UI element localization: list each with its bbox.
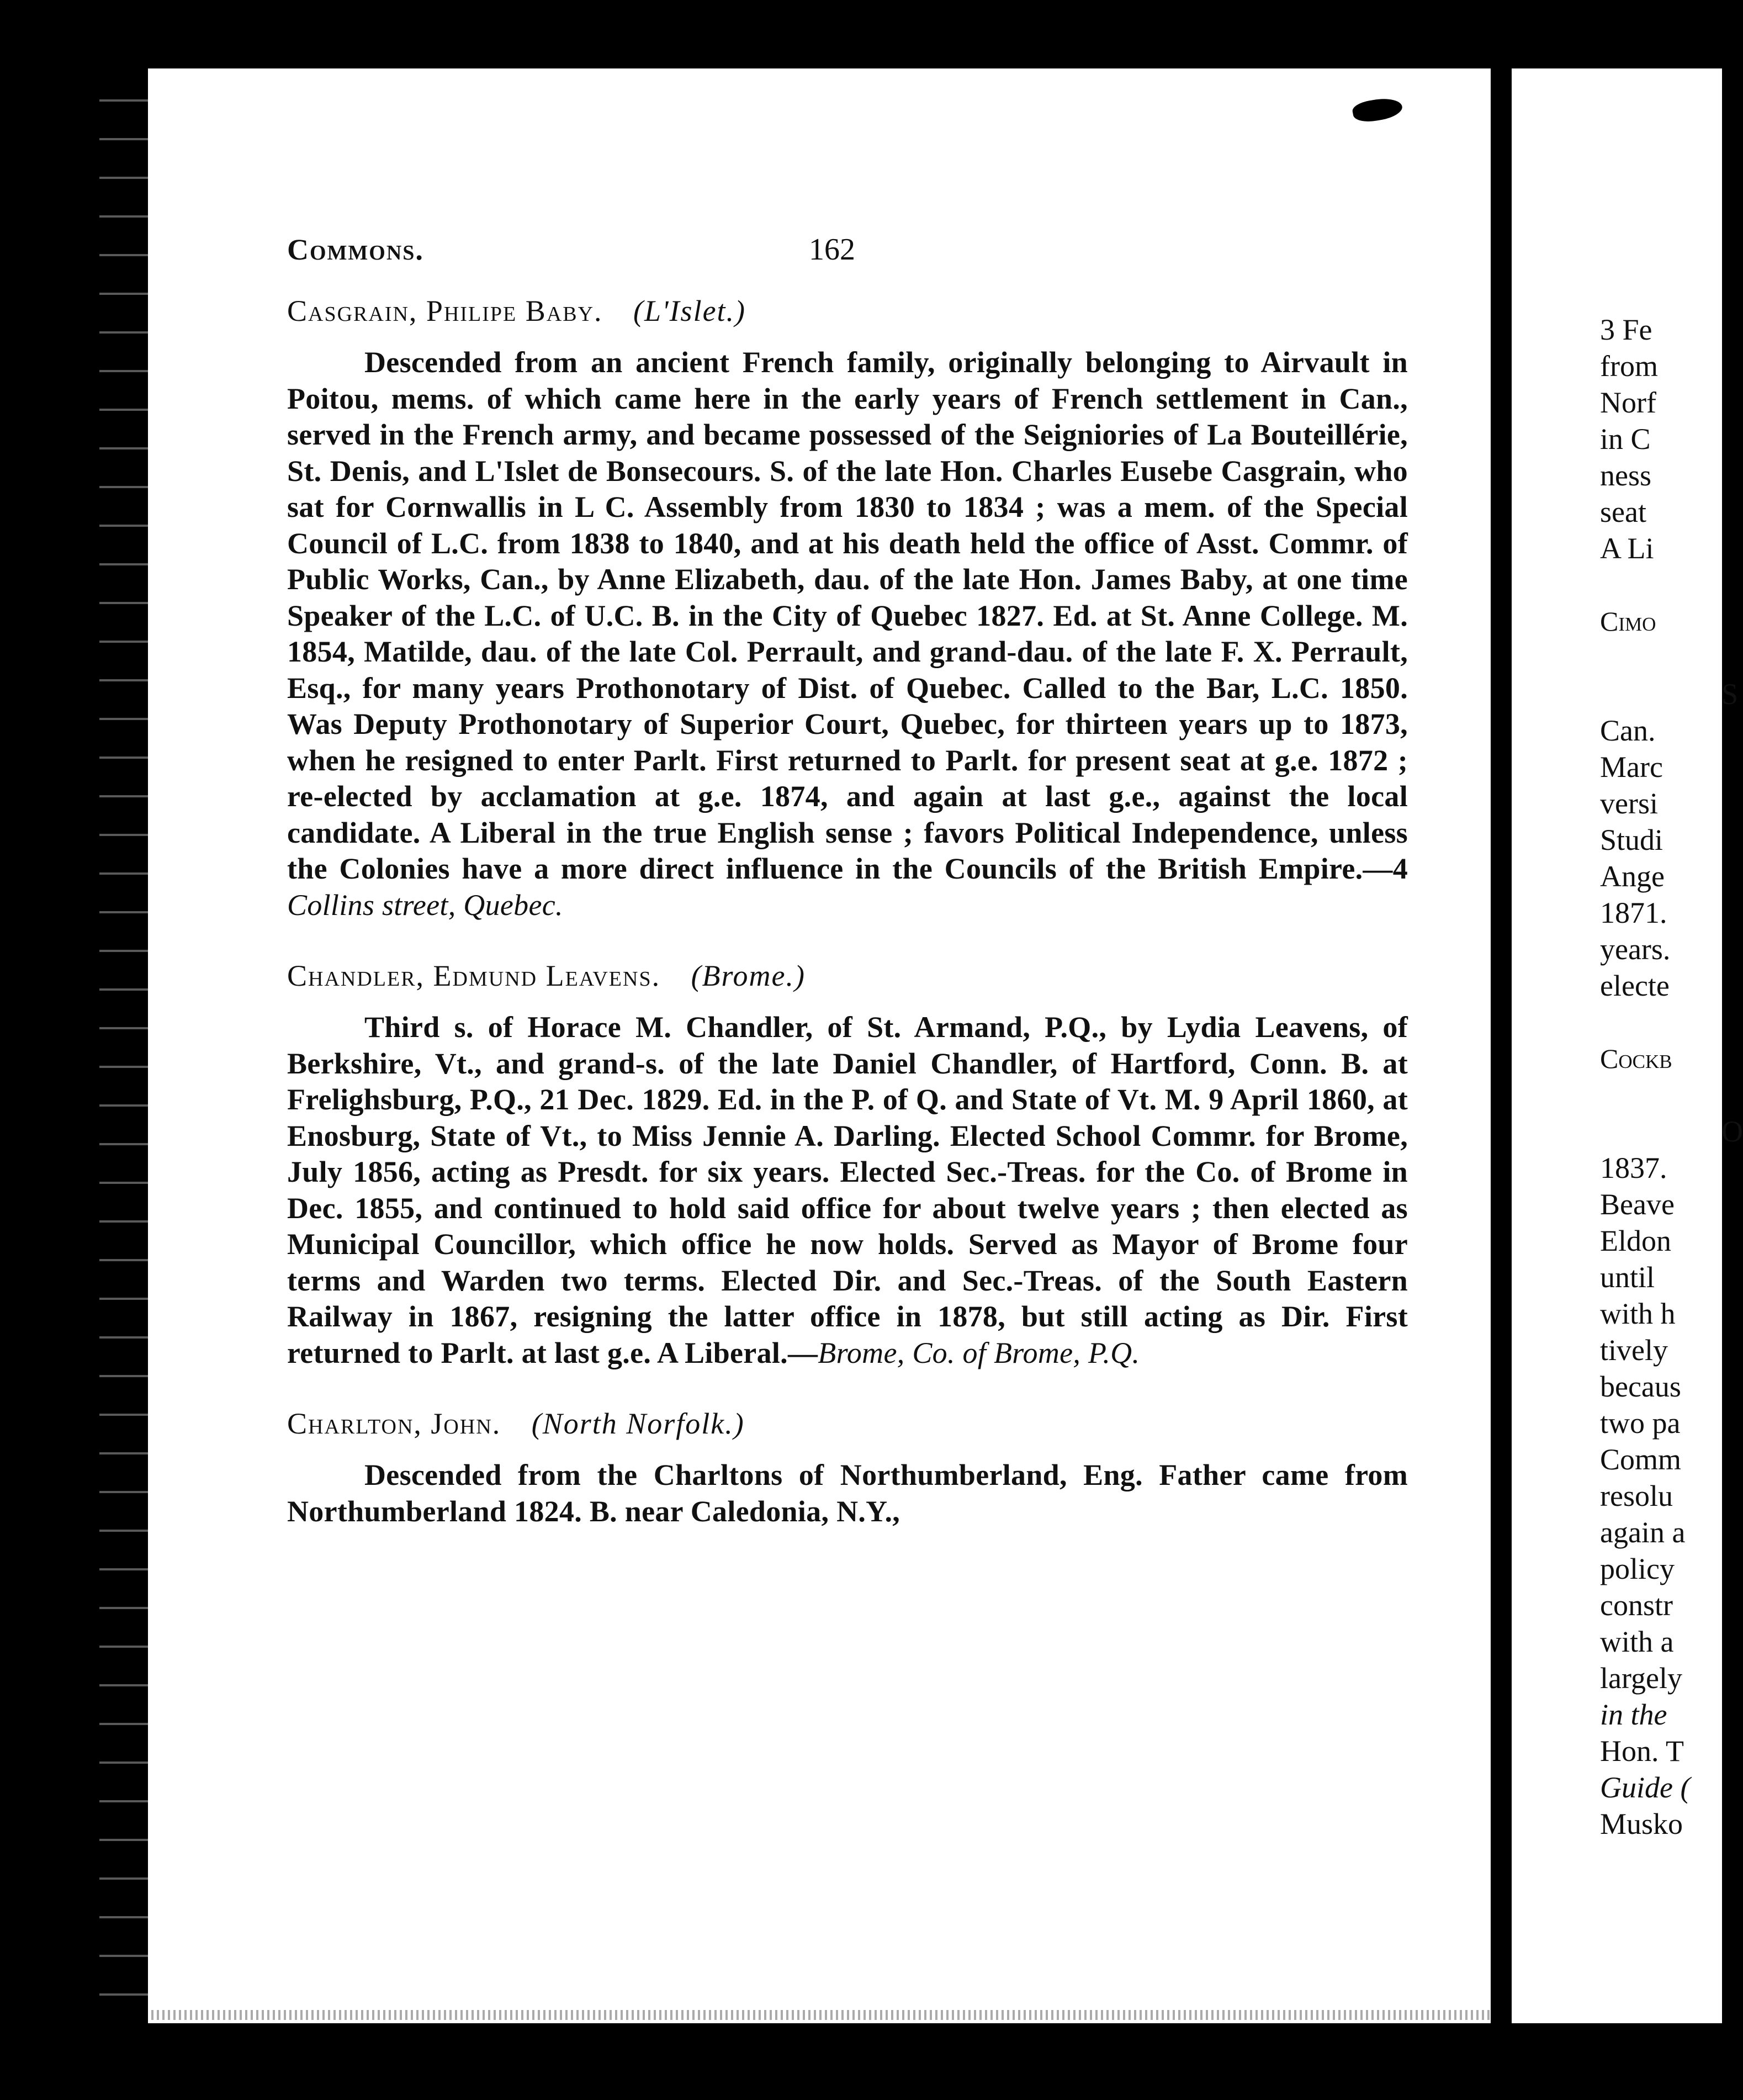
facing-page-line: with h xyxy=(1600,1297,1676,1330)
page-number: 162 xyxy=(809,232,855,267)
entry-heading xyxy=(287,1405,1408,1442)
running-head-title: Commons. xyxy=(287,233,424,266)
member-address: Collins street, Quebec. xyxy=(287,888,563,922)
facing-page-line: becaus xyxy=(1600,1370,1681,1403)
member-address: Brome, Co. of Brome, P.Q. xyxy=(818,1336,1140,1369)
facing-page-line: policy xyxy=(1600,1552,1675,1585)
page-text xyxy=(287,232,1408,1564)
member-name: Charlton, John. xyxy=(287,1407,501,1440)
biography-text: Descended from the Charltons of Northumberland, Eng. Father came from Northumberland 1824. B. near Caledonia, N.Y., xyxy=(287,1458,1408,1528)
facing-page-line: two pa xyxy=(1600,1406,1681,1440)
entry-biography xyxy=(287,345,1408,923)
facing-page-line: Cimo xyxy=(1600,606,1656,637)
page-bottom-edge xyxy=(148,2010,1495,2020)
facing-page-line: 1837. xyxy=(1600,1151,1667,1184)
facing-page-line: Comm xyxy=(1600,1443,1682,1476)
facing-page-line: 3 Fe xyxy=(1600,313,1652,346)
member-name: Chandler, Edmund Leavens. xyxy=(287,959,661,992)
biography-text: Descended from an ancient French family, originally belonging to Airvault in Poitou, mems. of which came here in the early years of French settlement in Can., served in the French army, and became possessed of the Seigniories of La Bouteillérie, St. Denis, and L'Islet de Bonsecours. S. of the late Hon. Charles Eusebe Casgrain, who sat for Cornwallis in L C. Assembly from 1830 to 1834 ; was a mem. of the Special Council of L.C. from 1838 to 1840, and at his death held the office of Asst. Commr. of Public Works, Can., by Anne Elizabeth, dau. of the late Hon. James Baby, at one time Speaker of the L.C. of U.C. B. in the City of Quebec 1827. Ed. at St. Anne College. M. 1854, Matilde, dau. of the late Col. Perrault, and grand-dau. of the late F. X. Perrault, Esq., for many years Prothonotary of Dist. of Quebec. Called to the Bar, L.C. 1850. Was Deputy Prothonotary of Superior Court, Quebec, for thirteen years up to 1873, when he resigned to enter Parlt. First returned to Parlt. for present seat at g.e. 1872 ; re-elected by acclamation at g.e. 1874, and again at last g.e., against the local candidate. A Liberal in the true English sense ; favors Political Independence, unless the Colonies have a more direct influence in the Councils of the British Empire.—4 xyxy=(287,346,1408,885)
entry-heading xyxy=(287,958,1408,994)
facing-page-line: resolu xyxy=(1600,1479,1673,1512)
member-name: Casgrain, Philipe Baby. xyxy=(287,294,603,327)
facing-page-line: seat xyxy=(1600,495,1646,528)
facing-page-line: again a xyxy=(1600,1516,1686,1549)
constituency: (Brome.) xyxy=(691,959,806,992)
facing-page-line: Studi xyxy=(1600,823,1663,856)
facing-page-line: tively xyxy=(1600,1334,1668,1367)
facing-page-line: in C xyxy=(1600,422,1651,456)
facing-page-line: from xyxy=(1600,350,1658,383)
facing-page-line: in the xyxy=(1600,1698,1667,1731)
entry-charlton xyxy=(287,1405,1408,1530)
constituency: (L'Islet.) xyxy=(633,294,746,327)
facing-page-line: S xyxy=(1721,678,1739,711)
facing-page-line: versi xyxy=(1600,787,1658,820)
page-gutter xyxy=(1491,55,1513,2032)
facing-page-line: until xyxy=(1600,1261,1655,1294)
facing-page-line: largely xyxy=(1600,1662,1682,1695)
facing-page-line: ness xyxy=(1600,459,1651,492)
entry-casgrain xyxy=(287,293,1408,923)
facing-page-line: Norf xyxy=(1600,386,1656,419)
facing-page-line: Can. xyxy=(1600,714,1656,747)
facing-page-line: Musko xyxy=(1600,1807,1683,1840)
facing-page-line: electe xyxy=(1600,969,1670,1002)
facing-page-line: Marc xyxy=(1600,750,1663,784)
facing-page-line: years. xyxy=(1600,933,1671,966)
entry-biography xyxy=(287,1457,1408,1530)
facing-page-line: O xyxy=(1721,1115,1743,1148)
facing-page-line: Eldon xyxy=(1600,1224,1671,1257)
facing-page-line: Beave xyxy=(1600,1188,1675,1221)
facing-page-line: A Li xyxy=(1600,532,1654,565)
facing-page xyxy=(1512,68,1743,2023)
facing-page-line: constr xyxy=(1600,1589,1673,1622)
facing-page-line: with a xyxy=(1600,1625,1674,1658)
facing-page-line: Ange xyxy=(1600,860,1665,893)
entry-chandler xyxy=(287,958,1408,1371)
facing-page-line: Guide ( xyxy=(1600,1771,1691,1804)
entry-biography xyxy=(287,1009,1408,1371)
facing-page-line: Hon. T xyxy=(1600,1734,1684,1768)
constituency: (North Norfolk.) xyxy=(531,1407,745,1440)
biography-text: Third s. of Horace M. Chandler, of St. Armand, P.Q., by Lydia Leavens, of Berkshire, Vt., and grand-s. of the late Daniel Chandler, of Hartford, Conn. B. at Frelighsburg, P.Q., 21 Dec. 1829. Ed. in the P. of Q. and State of Vt. M. 9 April 1860, at Enosburg, State of Vt., to Miss Jennie A. Darling. Elected School Commr. for Brome, July 1856, acting as Presdt. for six years. Elected Sec.-Treas. for the Co. of Brome in Dec. 1855, and continued to hold said office for about twelve years ; then elected as Municipal Councillor, which office he now holds. Served as Mayor of Brome four terms and Warden two terms. Elected Dir. and Sec.-Treas. of the South Eastern Railway in 1867, resigning the latter office in 1878, but still acting as Dir. First returned to Parlt. at last g.e. A Liberal.— xyxy=(287,1011,1408,1369)
facing-page-line: 1871. xyxy=(1600,896,1667,929)
scan-binding-edge xyxy=(99,83,155,2016)
running-head xyxy=(287,232,1408,293)
facing-page-line: Cockb xyxy=(1600,1043,1672,1074)
entry-heading xyxy=(287,293,1408,329)
